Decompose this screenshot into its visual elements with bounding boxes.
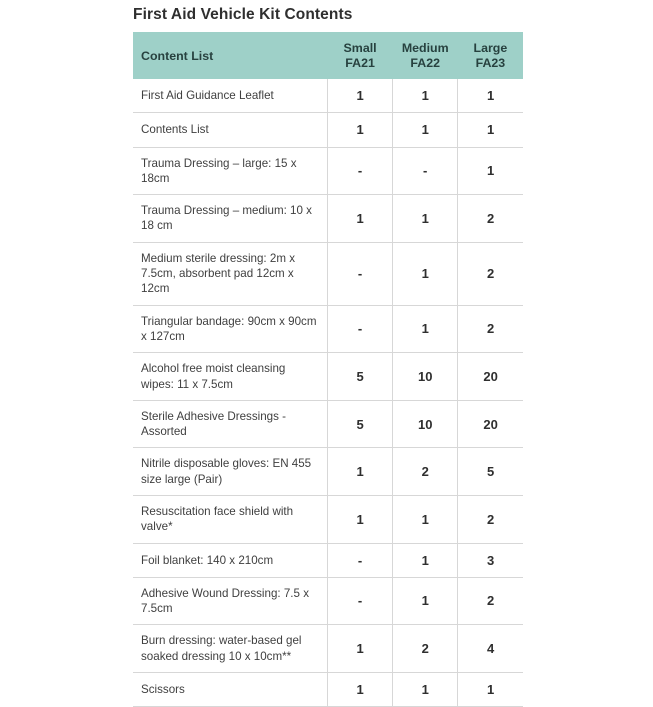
row-description: Sterile Adhesive Dressings - Assorted bbox=[133, 400, 327, 448]
row-description: Foil blanket: 140 x 210cm bbox=[133, 543, 327, 577]
column-header-large bbox=[458, 32, 523, 79]
column-header-medium bbox=[393, 32, 458, 79]
row-description: Scissors bbox=[133, 672, 327, 706]
table-row bbox=[133, 353, 523, 401]
kit-contents-table bbox=[133, 32, 523, 707]
row-qty-small: 1 bbox=[327, 672, 392, 706]
row-qty-medium: - bbox=[393, 147, 458, 195]
row-description: First Aid Guidance Leaflet bbox=[133, 79, 327, 113]
page-container bbox=[0, 6, 653, 697]
row-qty-medium: 10 bbox=[393, 400, 458, 448]
table-header-row bbox=[133, 32, 523, 79]
row-qty-large: 1 bbox=[458, 79, 523, 113]
column-header-medium-code: FA22 bbox=[410, 55, 441, 70]
row-description: Nitrile disposable gloves: EN 455 size large (Pair) bbox=[133, 448, 327, 496]
column-header-content-list: Content List bbox=[133, 32, 327, 79]
row-qty-medium: 10 bbox=[393, 353, 458, 401]
row-description: Burn dressing: water-based gel soaked dressing 10 x 10cm** bbox=[133, 625, 327, 673]
row-qty-medium: 1 bbox=[393, 543, 458, 577]
row-qty-large: 2 bbox=[458, 195, 523, 243]
row-description: Trauma Dressing – large: 15 x 18cm bbox=[133, 147, 327, 195]
table-row bbox=[133, 147, 523, 195]
table-row bbox=[133, 400, 523, 448]
row-description: Resuscitation face shield with valve* bbox=[133, 496, 327, 544]
row-qty-medium: 1 bbox=[393, 496, 458, 544]
row-qty-large: 5 bbox=[458, 448, 523, 496]
row-qty-large: 1 bbox=[458, 147, 523, 195]
row-qty-small: 1 bbox=[327, 79, 392, 113]
row-qty-large: 2 bbox=[458, 242, 523, 305]
table-header bbox=[133, 32, 523, 79]
column-header-small-code: FA21 bbox=[345, 55, 375, 70]
page-title: First Aid Vehicle Kit Contents bbox=[133, 6, 353, 23]
row-qty-large: 4 bbox=[458, 625, 523, 673]
row-qty-medium: 1 bbox=[393, 113, 458, 147]
row-qty-small: 1 bbox=[327, 448, 392, 496]
table-row bbox=[133, 543, 523, 577]
column-header-medium-name: Medium bbox=[401, 41, 449, 55]
column-header-large-name: Large bbox=[473, 41, 508, 55]
row-qty-medium: 1 bbox=[393, 195, 458, 243]
table-row bbox=[133, 625, 523, 673]
row-qty-small: 5 bbox=[327, 400, 392, 448]
table-body bbox=[133, 79, 523, 706]
row-qty-small: - bbox=[327, 242, 392, 305]
table-row bbox=[133, 195, 523, 243]
row-qty-large: 2 bbox=[458, 577, 523, 625]
table-row bbox=[133, 672, 523, 706]
column-header-small-name: Small bbox=[343, 41, 377, 55]
row-qty-medium: 1 bbox=[393, 577, 458, 625]
row-qty-small: - bbox=[327, 577, 392, 625]
column-header-large-code: FA23 bbox=[475, 55, 506, 70]
column-header-small bbox=[327, 32, 392, 79]
row-qty-medium: 1 bbox=[393, 79, 458, 113]
row-qty-large: 3 bbox=[458, 543, 523, 577]
row-qty-medium: 2 bbox=[393, 448, 458, 496]
row-qty-medium: 1 bbox=[393, 672, 458, 706]
row-qty-small: 5 bbox=[327, 353, 392, 401]
table-row bbox=[133, 448, 523, 496]
table-row bbox=[133, 305, 523, 353]
table-row bbox=[133, 496, 523, 544]
row-qty-medium: 1 bbox=[393, 305, 458, 353]
row-qty-small: 1 bbox=[327, 625, 392, 673]
row-description: Adhesive Wound Dressing: 7.5 x 7.5cm bbox=[133, 577, 327, 625]
row-qty-large: 20 bbox=[458, 353, 523, 401]
row-description: Alcohol free moist cleansing wipes: 11 x 7.5cm bbox=[133, 353, 327, 401]
row-qty-medium: 2 bbox=[393, 625, 458, 673]
row-description: Medium sterile dressing: 2m x 7.5cm, absorbent pad 12cm x 12cm bbox=[133, 242, 327, 305]
row-qty-medium: 1 bbox=[393, 242, 458, 305]
row-qty-small: 1 bbox=[327, 195, 392, 243]
table-row bbox=[133, 113, 523, 147]
row-qty-small: 1 bbox=[327, 496, 392, 544]
row-qty-small: - bbox=[327, 147, 392, 195]
table-row bbox=[133, 577, 523, 625]
row-qty-large: 1 bbox=[458, 113, 523, 147]
row-qty-large: 20 bbox=[458, 400, 523, 448]
row-description: Trauma Dressing – medium: 10 x 18 cm bbox=[133, 195, 327, 243]
row-qty-small: - bbox=[327, 305, 392, 353]
row-qty-large: 2 bbox=[458, 305, 523, 353]
table-row bbox=[133, 242, 523, 305]
row-description: Contents List bbox=[133, 113, 327, 147]
row-description: Triangular bandage: 90cm x 90cm x 127cm bbox=[133, 305, 327, 353]
row-qty-large: 2 bbox=[458, 496, 523, 544]
table-row bbox=[133, 79, 523, 113]
row-qty-small: - bbox=[327, 543, 392, 577]
row-qty-large: 1 bbox=[458, 672, 523, 706]
row-qty-small: 1 bbox=[327, 113, 392, 147]
